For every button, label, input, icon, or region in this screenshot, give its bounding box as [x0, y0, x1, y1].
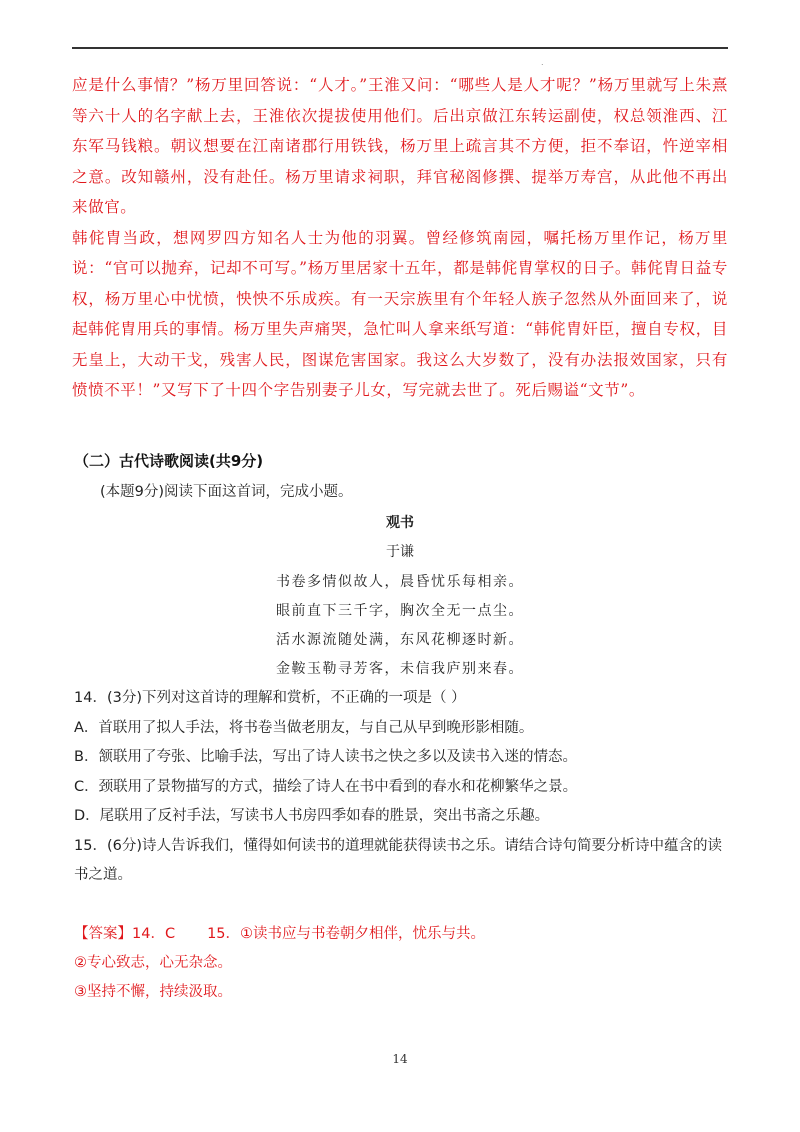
translation-paragraph-1: 应是什么事情？”杨万里回答说：“人才。”王淮又问：“哪些人是人才呢？”杨万里就写上朱熹等六十人的名字献上去，王淮依次提拔使用他们。后出京做江东转运副使，权总领淮西、江东军马钱粮。朝议想要在江南诸郡行用铁钱，杨万里上疏言其不方便，拒不奉诏，忤逆宰相之意。改知赣州，没有赴任。杨万里请求祠职，拜官秘阁修撰、提举万寿宫，从此他不再出来做官。 [72, 76, 728, 216]
poem-author: 于谦 [386, 544, 414, 560]
answer-15: 15．①读书应与书卷朝夕相伴，忧乐与共。 [207, 926, 486, 942]
poem-line: 眼前直下三千字，胸次全无一点尘。 [276, 603, 524, 619]
answer-block [74, 920, 730, 1007]
translation-text [72, 70, 728, 406]
option-c: C．颈联用了景物描写的方式，描绘了诗人在书中看到的春水和花柳繁华之景。 [74, 778, 578, 795]
answer-15-point-3: ③坚持不懈，持续汲取。 [74, 984, 232, 1000]
header-mark: . [541, 58, 544, 67]
page-number: 14 [392, 1052, 408, 1066]
poem-line: 活水源流随处满，东风花柳逐时新。 [276, 632, 524, 648]
answer-14: 14．C [132, 926, 176, 942]
poem-line: 书卷多情似故人，晨昏忧乐每相亲。 [276, 574, 524, 590]
answer-label: 【答案】 [74, 926, 132, 942]
questions [74, 684, 730, 891]
header-rule [72, 47, 728, 49]
translation-paragraph-2: 韩侂胄当政，想网罗四方知名人士为他的羽翼。曾经修筑南园，嘱托杨万里作记，杨万里说：“官可以抛弃，记却不可写。”杨万里居家十五年，都是韩侂胄掌权的日子。韩侂胄日益专权，杨万里心中忧愤，怏怏不乐成疾。有一天宗族里有个年轻人族子忽然从外面回来了，说起韩侂胄用兵的事情。杨万里失声痛哭，急忙叫人拿来纸写道：“韩侂胄奸臣，擅自专权，目无皇上，大动干戈，残害人民，图谋危害国家。我这么大岁数了，没有办法报效国家，只有愤愤不平！”又写下了十四个字告别妻子儿女，写完就去世了。死后赐谥“文节”。 [72, 228, 728, 399]
option-d: D．尾联用了反衬手法，写读书人书房四季如春的胜景，突出书斋之乐趣。 [74, 808, 550, 824]
section-intro: (本题9分)阅读下面这首词，完成小题。 [100, 484, 353, 500]
option-b: B．颔联用了夸张、比喻手法，写出了诗人读书之快之多以及读书入迷的情态。 [74, 749, 577, 765]
section-title: （二）古代诗歌阅读(共9分) [74, 452, 264, 470]
answer-15-point-2: ②专心致志，心无杂念。 [74, 955, 232, 971]
poem-line: 金鞍玉勒寻芳客，未信我庐别来春。 [276, 661, 524, 677]
option-a: A．首联用了拟人手法，将书卷当做老朋友，与自己从早到晚形影相随。 [74, 719, 534, 736]
question-14-stem: 14．(3分)下列对这首诗的理解和赏析，不正确的一项是（ ） [74, 690, 466, 706]
question-15-stem: 15．(6分)诗人告诉我们，懂得如何读书的道理就能获得读书之乐。请结合诗句简要分析诗中蕴含的读书之道。 [74, 837, 722, 883]
poem-body [0, 568, 800, 684]
poem-title: 观书 [386, 515, 414, 531]
